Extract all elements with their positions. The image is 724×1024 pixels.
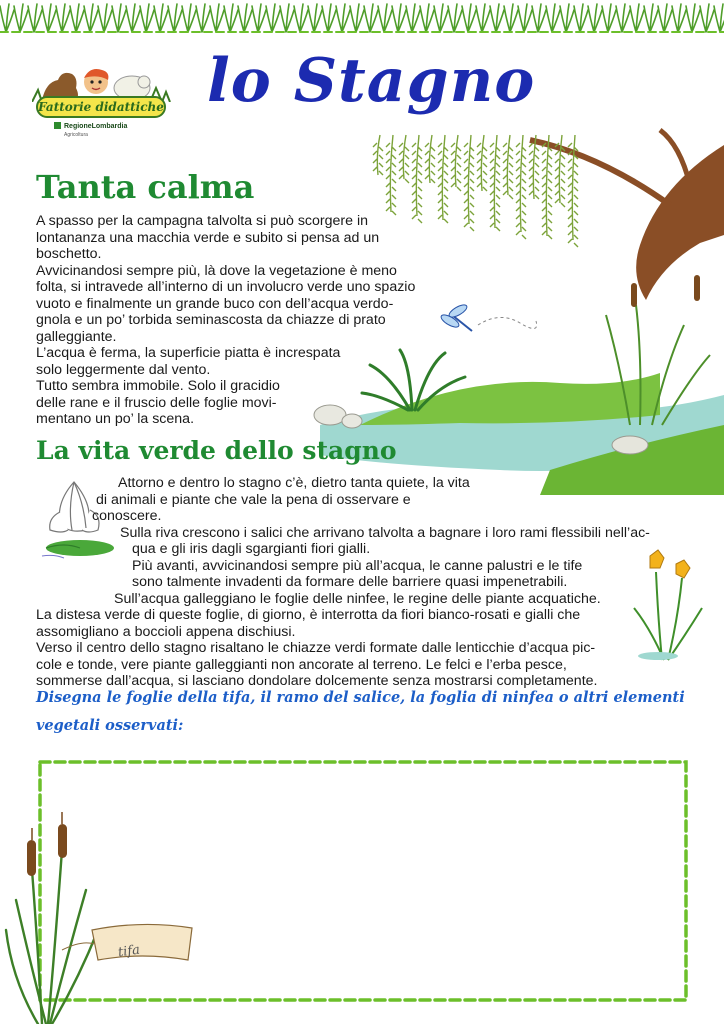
- grass-tuft: [0, 4, 724, 32]
- text-line: Verso il centro dello stagno risaltano le chiazze verdi formate dalle lenticchie d’acqua pic-: [36, 640, 596, 656]
- instruction-line: Disegna le foglie della tifa, il ramo del salice, la foglia di ninfea o altri elementi: [36, 689, 685, 706]
- grass-border-top: [0, 0, 724, 40]
- text-line: L’acqua è ferma, la superficie piatta è increspata: [36, 345, 341, 361]
- section-heading-vita-verde: La vita verde dello stagno: [36, 436, 397, 465]
- text-line: solo leggermente dal vento.: [36, 361, 211, 378]
- page-title: lo Stagno: [207, 46, 536, 116]
- text-line: Attorno e dentro lo stagno c’è, dietro tanta quiete, la vita: [118, 475, 470, 491]
- tifa-label: tifa: [117, 942, 141, 961]
- text-line: Più avanti, avvicinandosi sempre più all’acqua, le canne palustri e le tife: [132, 557, 583, 574]
- text-line: vuoto e finalmente un grande buco con dell’acqua verdo-: [36, 295, 394, 312]
- section2-text: [36, 475, 650, 690]
- text-line: boschetto.: [36, 246, 102, 262]
- text-line: lontananza una macchia verde e subito si pensa ad un: [36, 229, 380, 246]
- yellow-iris-icon: [628, 548, 708, 668]
- text-line: di animali e piante che vale la pena di osservare e: [96, 491, 411, 508]
- text-line: gnola e un po’ torbida seminascosta da chiazze di prato: [36, 312, 386, 328]
- cattail-tifa-illustration: [2, 810, 198, 1024]
- text-line: galleggiante.: [36, 328, 117, 345]
- text-line: mentano un po’ la scena.: [36, 411, 195, 427]
- text-line: Avvicinandosi sempre più, là dove la vegetazione è meno: [36, 262, 397, 279]
- text-line: sommerse dall’acqua, si lasciano dondolare dolcemente senza mostrarsi completamente.: [36, 673, 598, 689]
- text-line: La distesa verde di queste foglie, di giorno, è interrotta da fiori bianco-rosati e gialli che: [36, 607, 581, 623]
- logo-subtitle: Agricoltura: [64, 132, 88, 138]
- text-line: delle rane e il fruscio delle foglie movi-: [36, 394, 277, 411]
- text-line: A spasso per la campagna talvolta si può scorgere in: [36, 213, 369, 229]
- logo-region: RegioneLombardia: [54, 122, 127, 130]
- text-line: conoscere.: [92, 508, 162, 524]
- text-line: Tutto sembra immobile. Solo il gracidio: [36, 378, 280, 394]
- text-line: assomigliano a boccioli appena dischiusi.: [36, 623, 296, 640]
- text-line: folta, si intravede all’interno di un involucro verde uno spazio: [36, 279, 416, 295]
- fattorie-didattiche-logo: [32, 62, 172, 148]
- text-line: sono talmente invadenti da formare delle barriere quasi impenetrabili.: [132, 574, 568, 590]
- text-line: Sull’acqua galleggiano le foglie delle ninfee, le regine delle piante acquatiche.: [114, 590, 601, 607]
- dragonfly-icon: [439, 303, 536, 331]
- logo-name: Fattorie didattiche: [36, 96, 166, 118]
- section-heading-tanta-calma: Tanta calma: [36, 168, 255, 206]
- instruction-line: vegetali osservati:: [36, 717, 184, 734]
- section1-text: [36, 213, 415, 428]
- drawing-instruction: [36, 684, 685, 740]
- text-line: qua e gli iris dagli sgargianti fiori gialli.: [132, 541, 371, 557]
- text-line: Sulla riva crescono i salici che arrivano talvolta a bagnare i loro rami flessibili nell’ac-: [120, 524, 650, 541]
- text-line: cole e tonde, vere piante galleggianti non ancorate al terreno. Le felci e l’erba pesce,: [36, 656, 567, 673]
